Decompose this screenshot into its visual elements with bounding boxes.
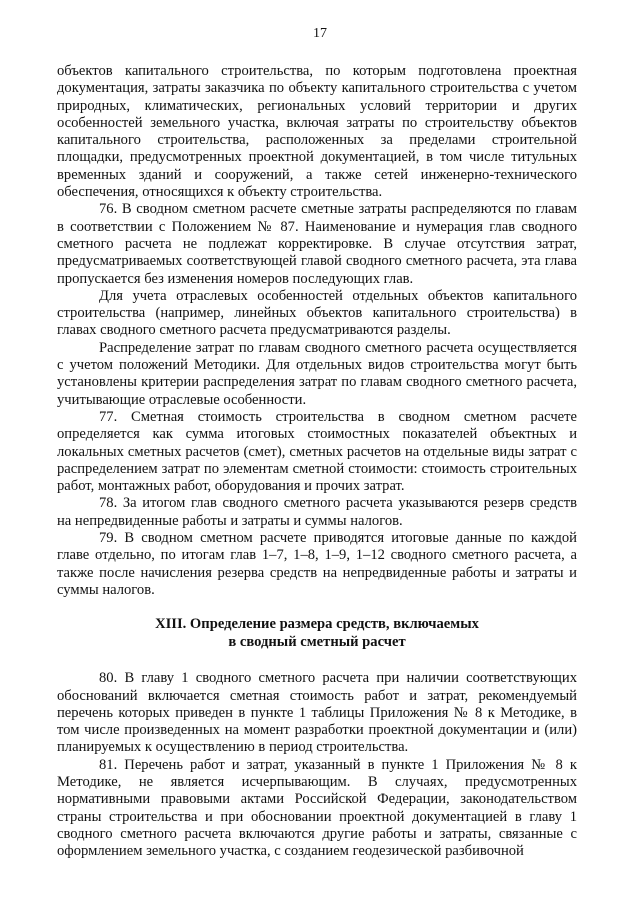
paragraph-76: 76. В сводном сметном расчете сметные затраты распределяются по главам в соответствии с Положением № 87. Наименование и нумерация глав сводного сметного расчета не подлежат корректировке. В случае отсутствия затрат, предусматриваемых соответствующей главой сводного сметного расчета, эта глава пропускается без изменения номеров последующих глав. — [57, 201, 577, 287]
paragraph-distribution: Распределение затрат по главам сводного сметного расчета осуществляется с учетом положений Методики. Для отдельных видов строительства могут быть установлены критерии распределения затрат по главам сводного сметного расчета, учитывающие отраслевые особенности. — [57, 339, 577, 408]
paragraph-80: 80. В главу 1 сводного сметного расчета при наличии соответствующих обоснований включается сметная стоимость работ и затрат, рекомендуемый перечень которых приведен в пункте 1 таблицы Приложения № 8 к Методике, в том числе произведенных на момент разработки проектной документации и (или) планируемых к осуществлению в период строительства. — [57, 670, 577, 756]
paragraph-continuation: объектов капитального строительства, по которым подготовлена проектная документация, затраты заказчика по объекту капитального строительства с учетом природных, климатических, региональных условий территории и других особенностей земельного участка, включая затраты по строительству объектов капитального строительства, расположенных за пределами строительной площадки, предусмотренных проектной документацией, в том числе титульных временных зданий и сооружений, а также сетей инженерно-технического обеспечения, относящихся к объекту строительства. — [57, 63, 577, 201]
paragraph-78: 78. За итогом глав сводного сметного расчета указываются резерв средств на непредвиденные работы и затраты и суммы налогов. — [57, 495, 577, 529]
page-number: 17 — [313, 26, 327, 41]
section-heading — [57, 616, 577, 651]
paragraph-81: 81. Перечень работ и затрат, указанный в пункте 1 Приложения № 8 к Методике, не является исчерпывающим. В случаях, предусмотренных нормативными правовыми актами Российской Федерации, законодательством страны строительства и при обосновании проектной документацией в главу 1 сводного сметного расчета включаются другие работы и затраты, связанные с оформлением земельного участка, с созданием геодезической разбивочной — [57, 756, 577, 860]
section-heading-line-2: в сводный сметный расчет — [228, 633, 406, 650]
document-body — [57, 63, 577, 860]
paragraph-sections: Для учета отраслевых особенностей отдельных объектов капитального строительства (например, линейных объектов капитального строительства) в главах сводного сметного расчета предусматриваются разделы. — [57, 287, 577, 339]
section-heading-line-1: XIII. Определение размера средств, включаемых — [155, 616, 479, 633]
paragraph-79: 79. В сводном сметном расчете приводятся итоговые данные по каждой главе отдельно, по итогам глав 1–7, 1–8, 1–9, 1–12 сводного сметного расчета, а также после начисления резерва средств на непредвиденные работы и затраты и суммы налогов. — [57, 530, 577, 598]
paragraph-77: 77. Сметная стоимость строительства в сводном сметном расчете определяется как сумма итоговых стоимостных показателей объектных и локальных сметных расчетов (смет), сметных расчетов на отдельные виды затрат с распределением затрат по элементам сметной стоимости: стоимость строительных работ, монтажных работ, оборудования и прочих затрат. — [57, 408, 577, 495]
